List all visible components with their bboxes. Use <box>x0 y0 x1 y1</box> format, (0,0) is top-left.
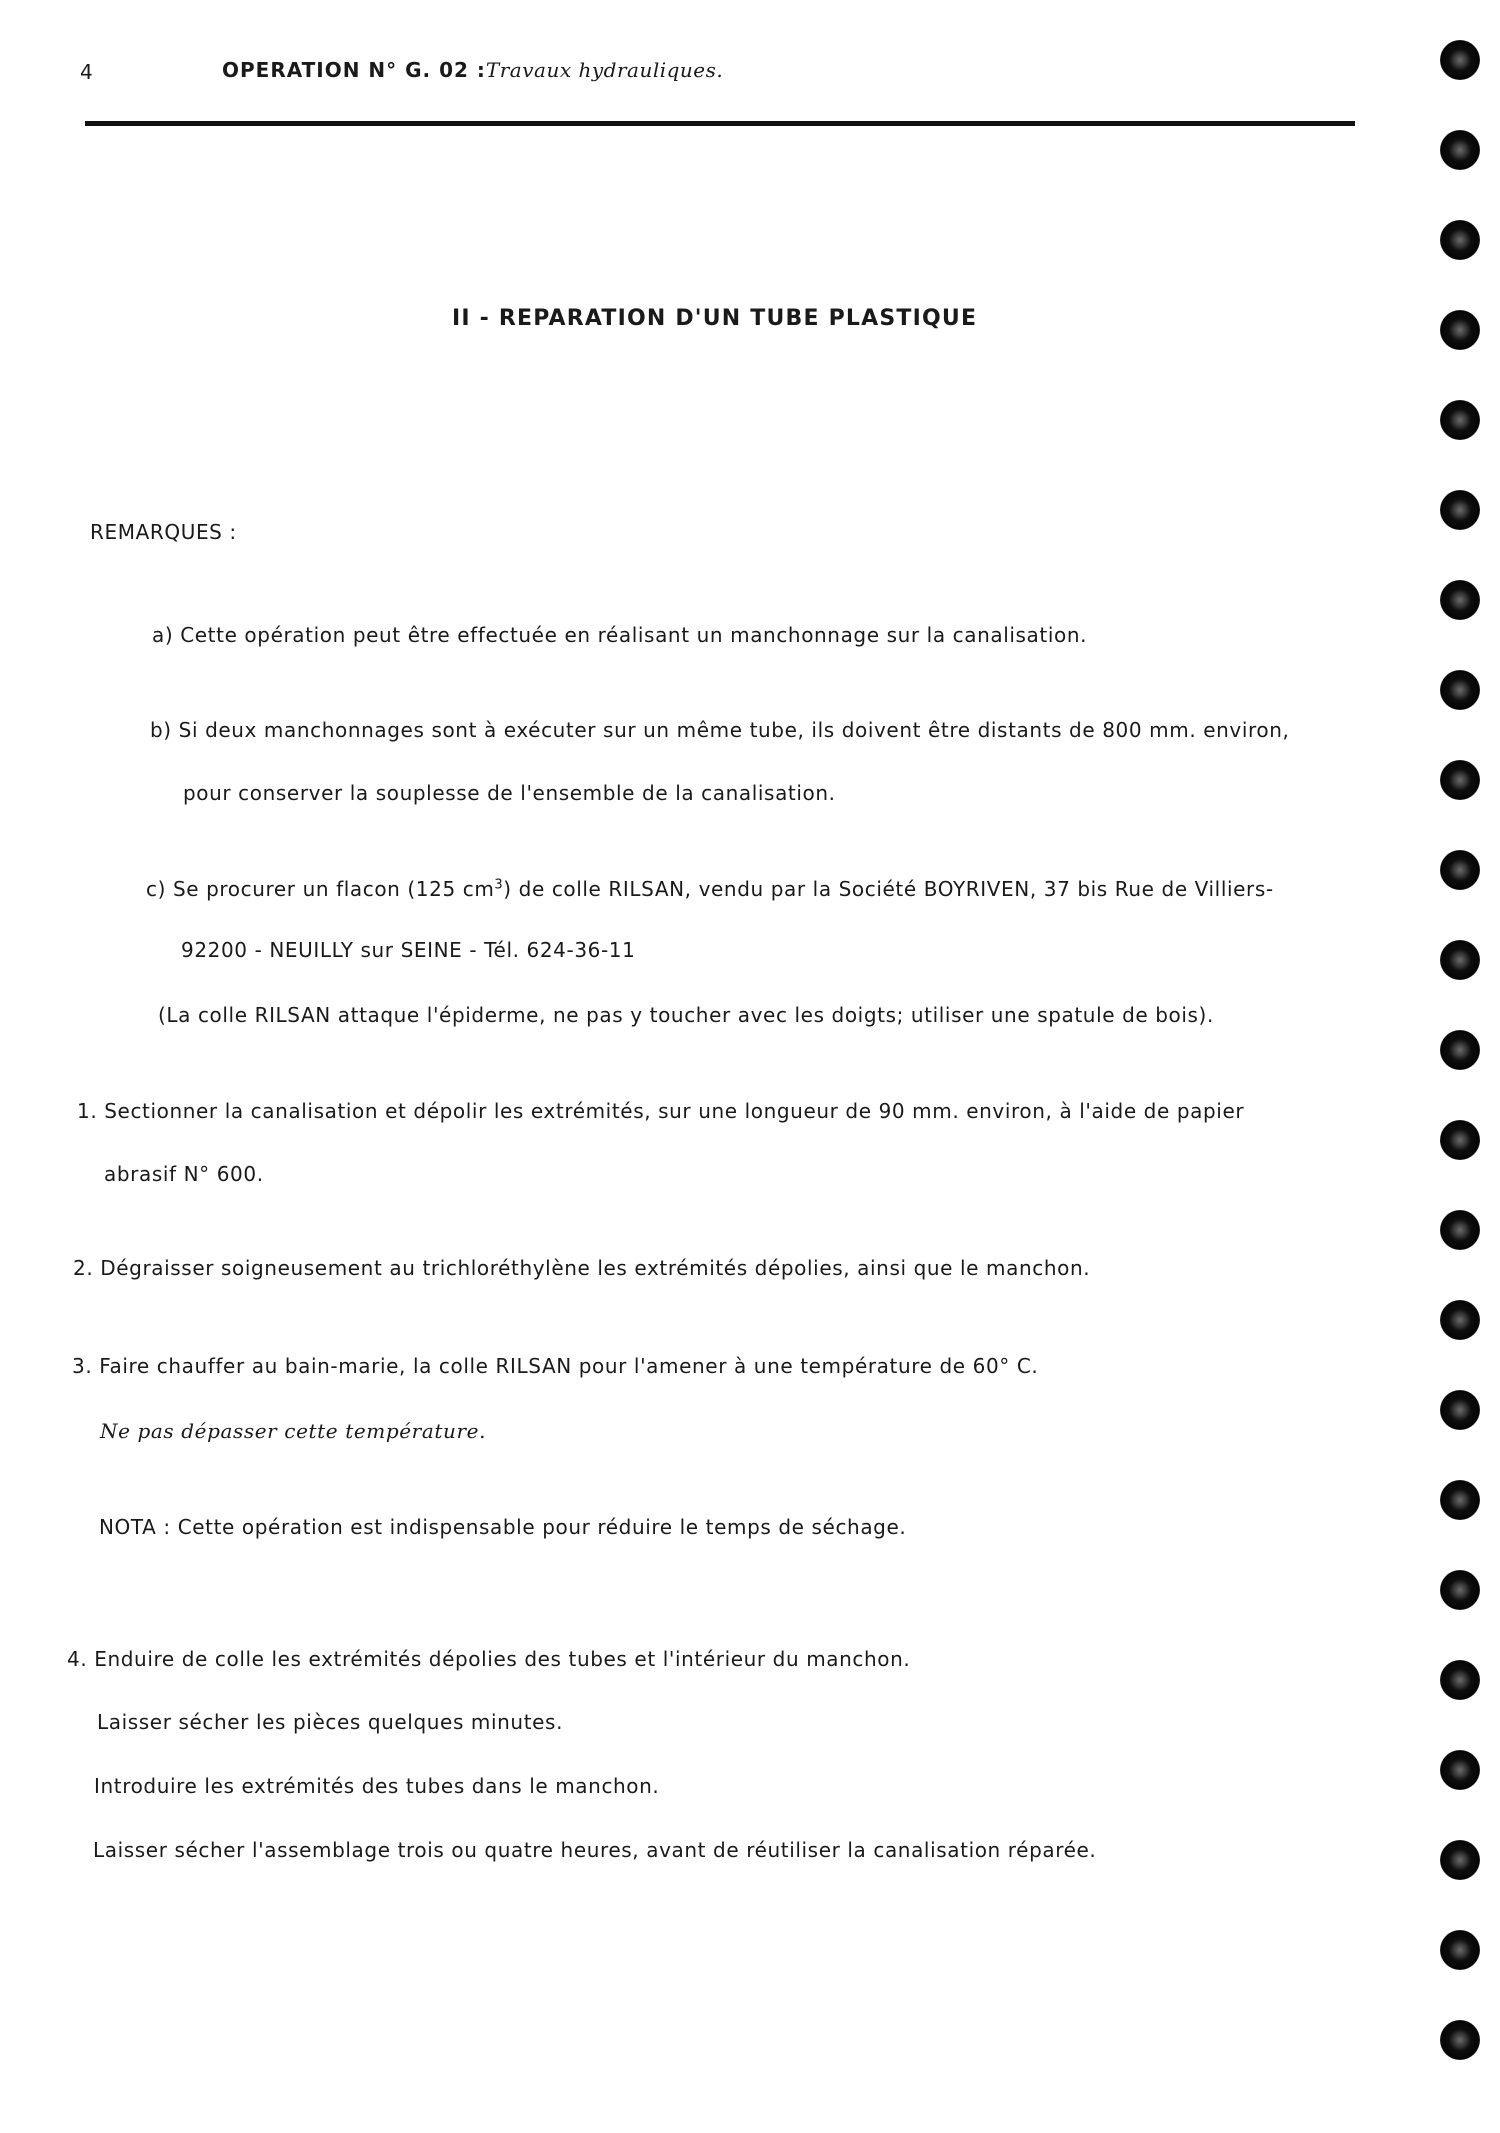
remark-a: a) Cette opération peut être effectuée en réalisant un manchonnage sur la canalisation. <box>152 623 1088 647</box>
binder-hole <box>1440 490 1480 530</box>
step-1-line-1: 1. Sectionner la canalisation et dépolir les extrémités, sur une longueur de 90 mm. environ, à l'aide de papier <box>77 1099 1245 1123</box>
operation-title <box>222 58 723 82</box>
binder-hole <box>1440 1480 1480 1520</box>
operation-code: OPERATION N° G. 02 : <box>222 58 486 82</box>
step-4-line-2: Laisser sécher les pièces quelques minutes. <box>97 1710 564 1734</box>
binder-hole <box>1440 580 1480 620</box>
binder-hole <box>1440 400 1480 440</box>
binder-hole <box>1440 760 1480 800</box>
remark-b-line-1: b) Si deux manchonnages sont à exécuter sur un même tube, ils doivent être distants de 800 mm. environ, <box>150 718 1290 742</box>
remark-c-line-3: (La colle RILSAN attaque l'épiderme, ne pas y toucher avec les doigts; utiliser une spatule de bois). <box>158 1003 1214 1027</box>
binder-hole <box>1440 1750 1480 1790</box>
binder-hole <box>1440 940 1480 980</box>
remarks-heading: REMARQUES : <box>90 520 237 544</box>
step-4-line-3: Introduire les extrémités des tubes dans le manchon. <box>94 1774 660 1798</box>
remark-c-line-2: 92200 - NEUILLY sur SEINE - Tél. 624-36-11 <box>181 938 636 962</box>
binder-hole <box>1440 1300 1480 1340</box>
binder-hole <box>1440 670 1480 710</box>
section-title: II - REPARATION D'UN TUBE PLASTIQUE <box>452 306 978 331</box>
binder-hole <box>1440 1840 1480 1880</box>
remark-c-text-post: ) de colle RILSAN, vendu par la Société BOYRIVEN, 37 bis Rue de Villiers- <box>503 877 1274 901</box>
binder-hole <box>1440 40 1480 80</box>
binder-hole <box>1440 1930 1480 1970</box>
header-rule <box>85 121 1355 126</box>
binder-hole <box>1440 1030 1480 1070</box>
binder-hole <box>1440 130 1480 170</box>
step-2: 2. Dégraisser soigneusement au trichloréthylène les extrémités dépolies, ainsi que le manchon. <box>73 1256 1091 1280</box>
binder-hole <box>1440 1120 1480 1160</box>
page-number: 4 <box>80 60 93 84</box>
step-4-line-4: Laisser sécher l'assemblage trois ou quatre heures, avant de réutiliser la canalisation réparée. <box>93 1838 1097 1862</box>
operation-subtitle: Travaux hydrauliques. <box>485 58 724 82</box>
step-3-warning: Ne pas dépasser cette température. <box>100 1419 487 1443</box>
remark-c-line-1 <box>146 877 1274 901</box>
remark-c-superscript: 3 <box>494 877 504 893</box>
binder-hole <box>1440 1660 1480 1700</box>
binder-hole <box>1440 310 1480 350</box>
nota: NOTA : Cette opération est indispensable pour réduire le temps de séchage. <box>99 1515 907 1539</box>
step-1-line-2: abrasif N° 600. <box>104 1162 264 1186</box>
binder-holes <box>1440 40 1480 2120</box>
step-3-line-1: 3. Faire chauffer au bain-marie, la colle RILSAN pour l'amener à une température de 60° C. <box>72 1354 1039 1378</box>
binder-hole <box>1440 1390 1480 1430</box>
binder-hole <box>1440 850 1480 890</box>
step-4-line-1: 4. Enduire de colle les extrémités dépolies des tubes et l'intérieur du manchon. <box>67 1647 911 1671</box>
binder-hole <box>1440 220 1480 260</box>
binder-hole <box>1440 1570 1480 1610</box>
remark-c-text-pre: c) Se procurer un flacon (125 cm <box>146 877 495 901</box>
remark-b-line-2: pour conserver la souplesse de l'ensemble de la canalisation. <box>183 781 836 805</box>
binder-hole <box>1440 1210 1480 1250</box>
binder-hole <box>1440 2020 1480 2060</box>
